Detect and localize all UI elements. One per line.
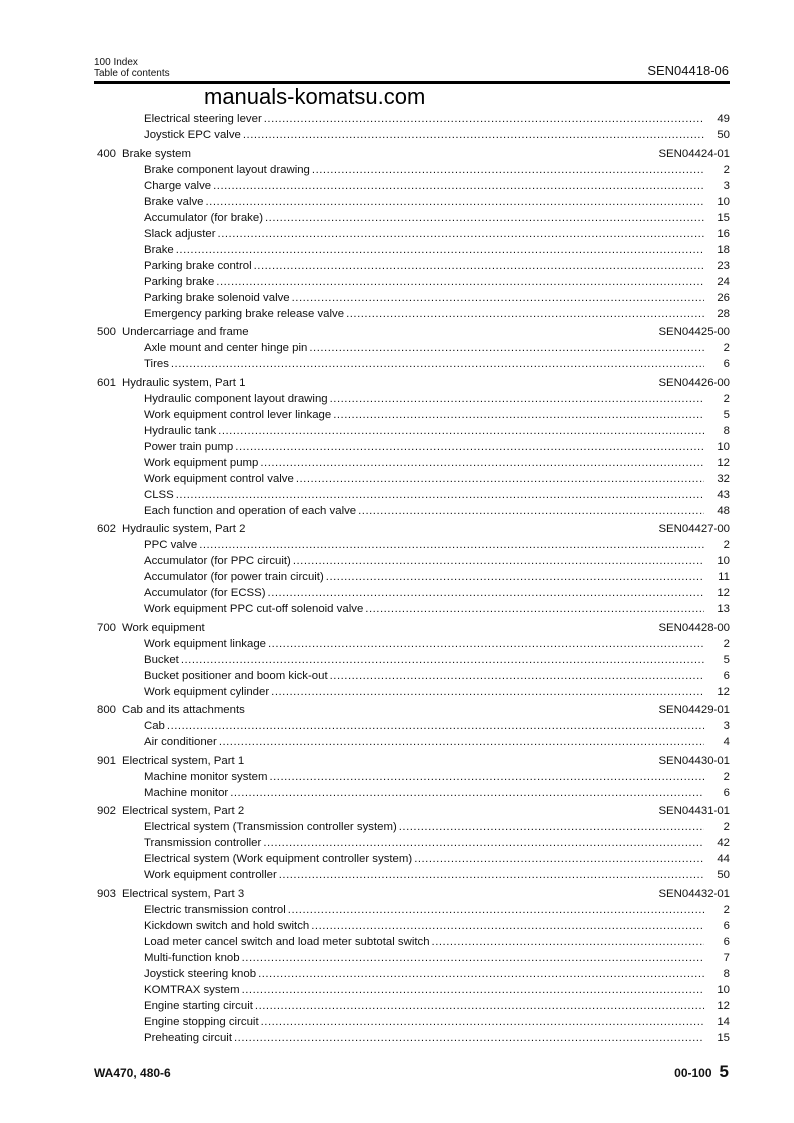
indent: [94, 718, 122, 734]
toc-entry[interactable]: [94, 162, 730, 178]
dot-leader: [292, 290, 704, 306]
indent: [94, 1030, 122, 1046]
entry-page: 15: [717, 1031, 730, 1044]
entry-page: 23: [717, 259, 730, 272]
toc-entry[interactable]: [94, 684, 730, 700]
entry-title: Parking brake control: [144, 259, 252, 272]
indent: [94, 785, 122, 801]
entry-title: Cab: [144, 720, 165, 732]
entry-title: Work equipment linkage: [144, 637, 266, 650]
entry-page: 6: [723, 935, 730, 948]
entry-title: Electrical system (Work equipment controller system): [144, 853, 413, 865]
dot-leader: [296, 471, 704, 487]
dot-leader: [346, 306, 704, 322]
indent: [94, 503, 122, 519]
section-title: Cab and its attachments: [122, 704, 245, 716]
section-number: 400: [96, 147, 116, 160]
dot-leader: [293, 553, 704, 569]
dot-leader: [326, 569, 704, 585]
toc-section[interactable]: [94, 146, 730, 162]
dot-leader: [258, 966, 704, 982]
indent: [94, 537, 122, 553]
toc-entry[interactable]: [94, 867, 730, 883]
indent: [94, 439, 122, 455]
entry-title: Work equipment control lever linkage: [144, 408, 332, 421]
entry-page: 2: [723, 903, 730, 916]
indent: [94, 998, 122, 1014]
entry-page: 8: [723, 424, 730, 437]
indent: [94, 1014, 122, 1030]
section-code: SEN04424-01: [658, 147, 730, 160]
indent: [94, 274, 122, 290]
watermark: manuals-komatsu.com: [204, 84, 426, 109]
entry-page: 28: [717, 307, 730, 320]
footer-page-number: 5: [719, 1062, 729, 1081]
dot-leader: [243, 127, 704, 143]
spacer: [244, 803, 658, 819]
toc-section[interactable]: [94, 886, 730, 902]
toc-entry[interactable]: [94, 423, 730, 439]
indent: [94, 918, 122, 934]
entry-title: Slack adjuster: [144, 227, 216, 240]
section-code: SEN04428-00: [658, 621, 730, 634]
toc-entry[interactable]: [94, 553, 730, 569]
toc-entry[interactable]: [94, 487, 730, 503]
footer-section: 00-100: [674, 1066, 712, 1080]
entry-title: Machine monitor system: [144, 770, 268, 783]
entry-page: 50: [717, 869, 730, 881]
entry-title: Electrical steering lever: [144, 113, 262, 125]
dot-leader: [265, 210, 704, 226]
spacer: [245, 521, 658, 537]
toc-entry[interactable]: [94, 391, 730, 407]
dot-leader: [234, 1030, 704, 1046]
entry-title: Joystick steering knob: [144, 967, 257, 980]
toc-entry[interactable]: [94, 455, 730, 471]
section-title: Electrical system, Part 1: [122, 754, 245, 767]
section-title: Electrical system, Part 2: [122, 805, 245, 817]
toc-entry[interactable]: [94, 718, 730, 734]
toc-entry[interactable]: [94, 439, 730, 455]
entry-title: Hydraulic component layout drawing: [144, 392, 328, 405]
dot-leader: [176, 242, 704, 258]
entry-title: Parking brake solenoid valve: [144, 291, 290, 304]
toc-entry[interactable]: [94, 785, 730, 801]
toc-entry[interactable]: [94, 636, 730, 652]
indent: [94, 306, 122, 322]
entry-title: Brake valve: [144, 195, 204, 208]
entry-title: Brake: [144, 243, 174, 256]
entry-page: 6: [723, 358, 730, 370]
indent: [94, 636, 122, 652]
dot-leader: [264, 111, 704, 127]
entry-page: 10: [717, 440, 730, 453]
toc-entry[interactable]: [94, 819, 730, 835]
entry-title: Power train pump: [144, 440, 234, 453]
dot-leader: [181, 652, 704, 668]
section-title: Work equipment: [122, 621, 205, 634]
toc-entry[interactable]: [94, 471, 730, 487]
dot-leader: [219, 734, 704, 750]
toc-entry[interactable]: [94, 668, 730, 684]
entry-page: 32: [717, 472, 730, 485]
entry-title: CLSS: [144, 488, 174, 501]
toc-entry[interactable]: [94, 918, 730, 934]
indent: [94, 226, 122, 242]
toc-entry[interactable]: [94, 340, 730, 356]
indent: [94, 471, 122, 487]
entry-page: 16: [717, 227, 730, 240]
entry-page: 44: [717, 853, 730, 865]
entry-title: Engine starting circuit: [144, 999, 253, 1012]
indent: [94, 601, 122, 617]
dot-leader: [268, 585, 704, 601]
toc-entry[interactable]: [94, 950, 730, 966]
entry-page: 12: [717, 456, 730, 469]
toc-section[interactable]: [94, 803, 730, 819]
dot-leader: [271, 684, 704, 700]
dot-leader: [176, 487, 704, 503]
entry-page: 2: [723, 637, 730, 650]
entry-title: Joystick EPC valve: [144, 129, 241, 141]
entry-page: 18: [717, 243, 730, 256]
section-code: SEN04426-00: [658, 376, 730, 389]
dot-leader: [309, 340, 704, 356]
indent: [94, 668, 122, 684]
indent: [94, 111, 122, 127]
dot-leader: [279, 867, 704, 883]
entry-title: Emergency parking brake release valve: [144, 307, 345, 320]
entry-page: 50: [717, 129, 730, 141]
section-title: Hydraulic system, Part 2: [122, 523, 246, 535]
header-index: 100 Index: [94, 57, 138, 68]
toc-entry[interactable]: [94, 1014, 730, 1030]
toc-entry[interactable]: [94, 734, 730, 750]
indent: [94, 769, 122, 785]
indent: [94, 162, 122, 178]
entry-title: KOMTRAX system: [144, 983, 240, 996]
entry-page: 10: [717, 983, 730, 996]
entry-page: 11: [718, 571, 730, 583]
entry-title: Electric transmission control: [144, 903, 286, 916]
entry-title: Tires: [144, 358, 169, 370]
section-number: 602: [96, 523, 116, 535]
indent: [94, 867, 122, 883]
dot-leader: [365, 601, 704, 617]
entry-page: 2: [723, 539, 730, 551]
entry-title: Work equipment PPC cut-off solenoid valve: [144, 603, 364, 615]
indent: [94, 950, 122, 966]
entry-title: Machine monitor: [144, 786, 229, 799]
dot-leader: [269, 769, 704, 785]
toc-entry[interactable]: [94, 652, 730, 668]
entry-page: 5: [723, 408, 730, 421]
entry-page: 49: [717, 113, 730, 125]
table-of-contents: [94, 111, 730, 1046]
entry-title: Kickdown switch and hold switch: [144, 919, 310, 932]
indent: [94, 290, 122, 306]
dot-leader: [311, 918, 704, 934]
entry-page: 48: [717, 504, 730, 517]
section-code: SEN04431-01: [658, 805, 730, 817]
dot-leader: [216, 274, 704, 290]
entry-page: 13: [717, 603, 730, 615]
toc-entry[interactable]: [94, 127, 730, 143]
entry-title: PPC valve: [144, 539, 198, 551]
indent: [94, 242, 122, 258]
toc-entry[interactable]: [94, 569, 730, 585]
section-code: SEN04432-01: [658, 887, 730, 900]
toc-section[interactable]: [94, 375, 730, 391]
indent: [94, 178, 122, 194]
entry-title: Parking brake: [144, 275, 215, 288]
entry-page: 3: [723, 179, 730, 192]
entry-page: 2: [723, 342, 730, 354]
entry-title: Work equipment controller: [144, 869, 277, 881]
header-subtitle: Table of contents: [94, 68, 170, 79]
indent: [94, 982, 122, 998]
entry-title: Engine stopping circuit: [144, 1015, 259, 1028]
spacer: [244, 753, 658, 769]
entry-page: 4: [723, 736, 730, 748]
indent: [94, 127, 122, 143]
toc-entry[interactable]: [94, 1030, 730, 1046]
toc-section[interactable]: [94, 702, 730, 718]
indent: [94, 819, 122, 835]
entry-title: Brake component layout drawing: [144, 163, 310, 176]
entry-title: Work equipment pump: [144, 456, 259, 469]
dot-leader: [268, 636, 704, 652]
entry-page: 6: [723, 669, 730, 682]
toc-section[interactable]: [94, 324, 730, 340]
indent: [94, 851, 122, 867]
entry-title: Each function and operation of each valve: [144, 504, 357, 517]
footer-page-ref: [674, 1062, 729, 1082]
indent: [94, 569, 122, 585]
indent: [94, 210, 122, 226]
indent: [94, 194, 122, 210]
entry-page: 7: [723, 951, 730, 964]
indent: [94, 340, 122, 356]
toc-entry[interactable]: [94, 226, 730, 242]
entry-title: Transmission controller: [144, 837, 262, 849]
dot-leader: [235, 439, 704, 455]
section-code: SEN04427-00: [658, 523, 730, 535]
dot-leader: [261, 1014, 704, 1030]
toc-entry[interactable]: [94, 242, 730, 258]
indent: [94, 652, 122, 668]
entry-page: 2: [723, 163, 730, 176]
entry-page: 3: [723, 720, 730, 732]
dot-leader: [167, 718, 704, 734]
entry-page: 10: [717, 195, 730, 208]
entry-title: Accumulator (for brake): [144, 211, 264, 224]
indent: [94, 734, 122, 750]
dot-leader: [333, 407, 704, 423]
indent: [94, 258, 122, 274]
section-number: 901: [96, 754, 116, 767]
entry-title: Preheating circuit: [144, 1031, 233, 1044]
indent: [94, 423, 122, 439]
entry-page: 10: [717, 555, 730, 567]
toc-entry[interactable]: [94, 111, 730, 127]
entry-title: Work equipment cylinder: [144, 685, 270, 698]
entry-title: Charge valve: [144, 179, 212, 192]
entry-page: 6: [723, 786, 730, 799]
section-title: Undercarriage and frame: [122, 326, 249, 338]
entry-title: Multi-function knob: [144, 951, 240, 964]
document-code: SEN04418-06: [647, 63, 729, 78]
entry-title: Electrical system (Transmission controller system): [144, 821, 397, 833]
spacer: [249, 324, 659, 340]
header-left: [94, 57, 170, 79]
toc-entry[interactable]: [94, 290, 730, 306]
indent: [94, 585, 122, 601]
entry-page: 5: [723, 653, 730, 666]
toc-entry[interactable]: [94, 537, 730, 553]
toc-entry[interactable]: [94, 503, 730, 519]
indent: [94, 553, 122, 569]
entry-page: 2: [723, 770, 730, 783]
toc-entry[interactable]: [94, 210, 730, 226]
dot-leader: [242, 982, 704, 998]
dot-leader: [330, 391, 704, 407]
dot-leader: [218, 226, 704, 242]
dot-leader: [206, 194, 704, 210]
toc-section[interactable]: [94, 753, 730, 769]
entry-title: Accumulator (for power train circuit): [144, 571, 324, 583]
toc-section[interactable]: [94, 620, 730, 636]
section-number: 500: [96, 326, 116, 338]
indent: [94, 391, 122, 407]
entry-title: Axle mount and center hinge pin: [144, 342, 308, 354]
indent: [94, 966, 122, 982]
section-code: SEN04429-01: [658, 704, 730, 716]
entry-title: Bucket: [144, 653, 179, 666]
footer-model: WA470, 480-6: [94, 1066, 171, 1080]
spacer: [245, 702, 659, 718]
entry-page: 14: [717, 1015, 730, 1028]
entry-title: Accumulator (for ECSS): [144, 587, 266, 599]
dot-leader: [414, 851, 704, 867]
dot-leader: [218, 423, 704, 439]
toc-entry[interactable]: [94, 998, 730, 1014]
toc-entry[interactable]: [94, 934, 730, 950]
entry-page: 2: [723, 821, 730, 833]
spacer: [205, 620, 659, 636]
indent: [94, 835, 122, 851]
toc-entry[interactable]: [94, 306, 730, 322]
section-number: 700: [96, 621, 116, 634]
toc-entry[interactable]: [94, 835, 730, 851]
toc-entry[interactable]: [94, 769, 730, 785]
toc-entry[interactable]: [94, 407, 730, 423]
dot-leader: [255, 998, 704, 1014]
dot-leader: [358, 503, 704, 519]
entry-title: Air conditioner: [144, 736, 217, 748]
toc-entry[interactable]: [94, 966, 730, 982]
section-title: Brake system: [122, 147, 191, 160]
dot-leader: [312, 162, 704, 178]
dot-leader: [432, 934, 704, 950]
section-number: 903: [96, 887, 116, 900]
indent: [94, 934, 122, 950]
section-title: Electrical system, Part 3: [122, 887, 245, 900]
dot-leader: [213, 178, 704, 194]
indent: [94, 487, 122, 503]
entry-page: 26: [717, 291, 730, 304]
toc-entry[interactable]: [94, 178, 730, 194]
entry-title: Load meter cancel switch and load meter subtotal switch: [144, 935, 430, 948]
indent: [94, 356, 122, 372]
entry-page: 6: [723, 919, 730, 932]
entry-page: 42: [717, 837, 730, 849]
entry-page: 24: [717, 275, 730, 288]
spacer: [244, 886, 658, 902]
dot-leader: [399, 819, 704, 835]
section-title: Hydraulic system, Part 1: [122, 376, 246, 389]
entry-page: 2: [723, 392, 730, 405]
toc-entry[interactable]: [94, 258, 730, 274]
section-number: 800: [96, 704, 116, 716]
spacer: [245, 375, 658, 391]
toc-entry[interactable]: [94, 982, 730, 998]
dot-leader: [288, 902, 704, 918]
dot-leader: [263, 835, 704, 851]
toc-entry[interactable]: [94, 194, 730, 210]
toc-entry[interactable]: [94, 585, 730, 601]
toc-entry[interactable]: [94, 356, 730, 372]
indent: [94, 407, 122, 423]
toc-entry[interactable]: [94, 902, 730, 918]
indent: [94, 902, 122, 918]
entry-title: Work equipment control valve: [144, 472, 294, 485]
toc-entry[interactable]: [94, 601, 730, 617]
section-number: 601: [96, 376, 116, 389]
dot-leader: [171, 356, 704, 372]
indent: [94, 455, 122, 471]
entry-title: Hydraulic tank: [144, 424, 217, 437]
entry-page: 8: [723, 967, 730, 980]
entry-page: 12: [717, 685, 730, 698]
entry-page: 43: [717, 488, 730, 501]
toc-entry[interactable]: [94, 851, 730, 867]
dot-leader: [254, 258, 704, 274]
entry-page: 12: [717, 999, 730, 1012]
dot-leader: [330, 668, 704, 684]
toc-entry[interactable]: [94, 274, 730, 290]
dot-leader: [242, 950, 704, 966]
section-code: SEN04430-01: [658, 754, 730, 767]
entry-page: 15: [717, 211, 730, 224]
section-number: 902: [96, 805, 116, 817]
dot-leader: [260, 455, 704, 471]
entry-page: 12: [717, 587, 730, 599]
entry-title: Accumulator (for PPC circuit): [144, 555, 291, 567]
spacer: [191, 146, 658, 162]
entry-title: Bucket positioner and boom kick-out: [144, 669, 328, 682]
toc-section[interactable]: [94, 521, 730, 537]
section-code: SEN04425-00: [658, 326, 730, 338]
indent: [94, 684, 122, 700]
dot-leader: [230, 785, 704, 801]
dot-leader: [199, 537, 704, 553]
